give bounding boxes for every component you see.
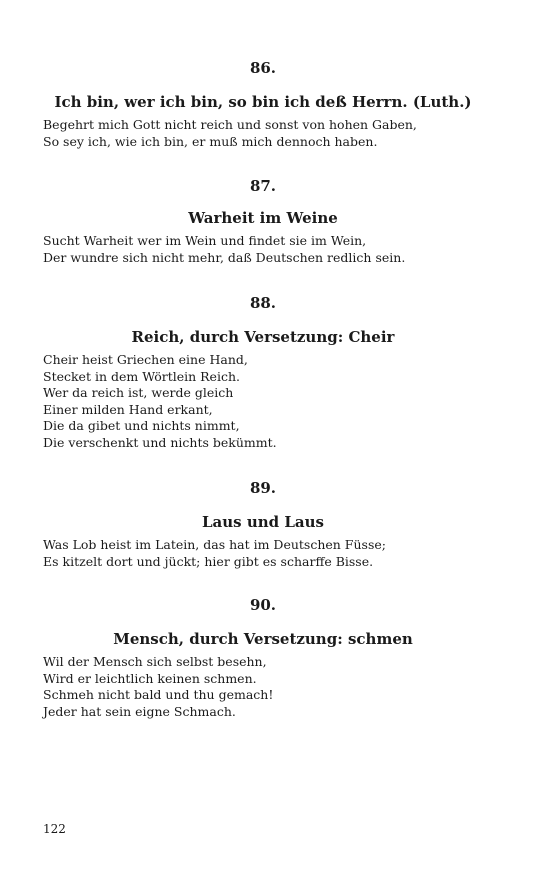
poem-text: [43, 537, 483, 570]
poem-line: Die da gibet und nichts nimmt,: [43, 418, 240, 433]
poem-line: Einer milden Hand erkant,: [43, 401, 213, 417]
poem-number: 89.: [249, 479, 277, 497]
poem-line: Wer da reich ist, werde gleich: [43, 385, 234, 400]
poem-line: Cheir heist Griechen eine Hand,: [43, 352, 248, 367]
poem-88: [43, 294, 483, 451]
poem-text: [43, 352, 483, 451]
poem-number: 90.: [249, 596, 277, 614]
poem-line: Wird er leichtlich keinen schmen.: [43, 670, 257, 686]
poem-line: Sucht Warheit wer im Wein und findet sie im Wein,: [43, 233, 367, 248]
poem-line: Die verschenkt und nichts bekümmt.: [43, 434, 277, 450]
page-number: 122: [43, 822, 66, 836]
poem-86: [43, 59, 483, 150]
poem-text: [43, 654, 483, 720]
poem-number: 88.: [249, 294, 277, 312]
poem-90: [43, 596, 483, 720]
poem-number: 86.: [249, 59, 277, 77]
poem-89: [43, 479, 483, 570]
poem-line: So sey ich, wie ich bin, er muß mich dennoch haben.: [43, 133, 378, 149]
poem-text: [43, 233, 483, 266]
poem-text: [43, 117, 483, 150]
poem-line: Jeder hat sein eigne Schmach.: [43, 703, 236, 719]
poem-87: [43, 177, 483, 266]
poem-line: Schmeh nicht bald und thu gemach!: [43, 687, 274, 702]
poem-title: Ich bin, wer ich bin, so bin ich deß Herrn. (Luth.): [54, 93, 472, 111]
poem-title: Warheit im Weine: [188, 209, 338, 227]
poem-line: Begehrt mich Gott nicht reich und sonst von hohen Gaben,: [43, 117, 417, 132]
poem-title: Laus und Laus: [202, 513, 324, 531]
poem-number: 87.: [249, 177, 277, 195]
poem-line: Was Lob heist im Latein, das hat im Deutschen Füsse;: [43, 537, 386, 552]
poem-line: Es kitzelt dort und jückt; hier gibt es scharffe Bisse.: [43, 553, 374, 569]
poem-line: Der wundre sich nicht mehr, daß Deutschen redlich sein.: [43, 249, 406, 265]
poem-line: Stecket in dem Wörtlein Reich.: [43, 368, 240, 384]
poem-title: Reich, durch Versetzung: Cheir: [131, 328, 395, 346]
poem-line: Wil der Mensch sich selbst besehn,: [43, 654, 267, 669]
poem-title: Mensch, durch Versetzung: schmen: [113, 630, 413, 648]
